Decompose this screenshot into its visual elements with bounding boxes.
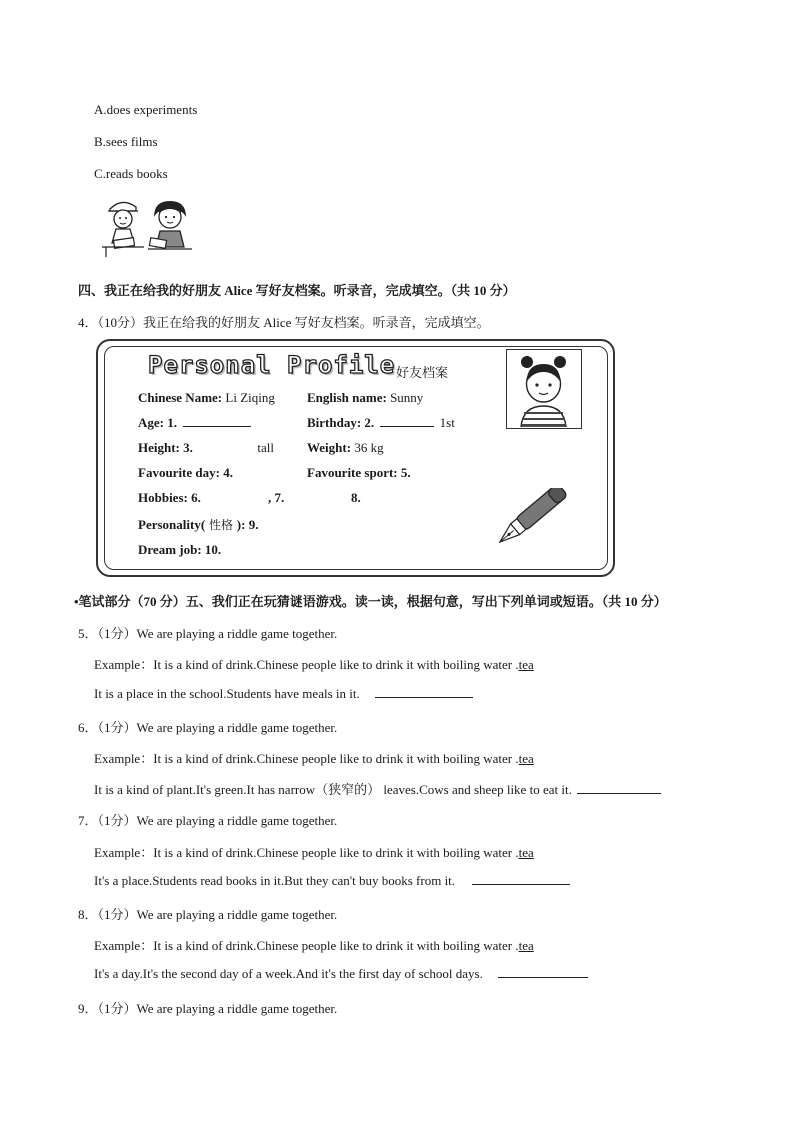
birthday-label: Birthday: 2.: [307, 415, 375, 430]
age-label: Age: 1.: [138, 415, 177, 430]
chinese-name-value: Li Ziqing: [225, 390, 275, 405]
favourite-day-row: [138, 465, 233, 481]
personality-cn: 性格: [205, 518, 237, 532]
question-8: 8．（1分）We are playing a riddle game together.: [78, 907, 338, 922]
example-7: [94, 842, 534, 861]
dream-job-label: Dream job: 10.: [138, 542, 222, 557]
riddle-8-text: It's a day.It's the second day of a week.And it's the first day of school days.: [94, 966, 483, 981]
favourite-day-label: Favourite day: 4.: [138, 465, 233, 480]
example-6: [94, 748, 534, 767]
example-5: [94, 654, 534, 673]
example-answer: tea: [518, 751, 534, 766]
height-row: [138, 440, 274, 456]
example-answer: tea: [518, 845, 534, 860]
chinese-name-row: [138, 390, 275, 406]
riddle-8: [94, 966, 588, 982]
hobbies-label: Hobbies: 6.: [138, 490, 201, 505]
option-b: B.sees films: [94, 134, 158, 149]
option-a: A.does experiments: [94, 102, 198, 117]
example-text: It is a kind of drink.Chinese people like to drink it with boiling water .: [153, 938, 519, 953]
hobbies-eight: [351, 490, 361, 506]
weight-label: Weight:: [307, 440, 352, 455]
personality-end: ): 9.: [236, 517, 259, 532]
riddle-5: [94, 686, 473, 702]
birthday-suffix: 1st: [439, 415, 455, 430]
favourite-sport-label: Favourite sport: 5.: [307, 465, 411, 480]
example-8: [94, 935, 534, 954]
example-label: Example：: [94, 938, 154, 953]
profile-title: Personal Profile: [148, 351, 396, 379]
question-4: 4．（10分）我正在给我的好朋友 Alice 写好友档案。听录音，完成填空。: [78, 315, 490, 330]
example-label: Example：: [94, 751, 154, 766]
profile-cn-title: 好友档案: [396, 366, 449, 381]
hobbies-seven-label: , 7.: [268, 490, 285, 505]
example-label: Example：: [94, 845, 154, 860]
option-c: C.reads books: [94, 166, 168, 181]
personality-label: Personality(: [138, 517, 206, 532]
dream-job-row: [138, 542, 221, 558]
weight-value: 36 kg: [354, 440, 384, 455]
written-part-heading: •笔试部分（70 分）五、我们正在玩猜谜语游戏。读一读，根据句意，写出下列单词或短语。（共 10 分）: [74, 594, 667, 609]
english-name-row: [307, 390, 423, 406]
hobbies-seven: [268, 490, 284, 506]
fountain-pen-icon: [498, 488, 592, 570]
girl-portrait-icon: [507, 350, 580, 427]
age-blank[interactable]: [183, 415, 251, 427]
english-name-label: English name:: [307, 390, 387, 405]
example-text: It is a kind of drink.Chinese people like to drink it with boiling water .: [153, 845, 519, 860]
riddle-5-text: It is a place in the school.Students have meals in it.: [94, 686, 360, 701]
riddle-6: [94, 779, 661, 798]
question-7: 7．（1分）We are playing a riddle game together.: [78, 813, 338, 828]
kids-reading-illustration: [100, 195, 200, 259]
question-6: 6．（1分）We are playing a riddle game together.: [78, 720, 338, 735]
favourite-sport-row: [307, 465, 411, 481]
age-row: [138, 415, 251, 431]
answer-5-blank[interactable]: [375, 686, 473, 698]
answer-6-blank[interactable]: [577, 782, 661, 794]
riddle-7-text: It's a place.Students read books in it.But they can't buy books from it.: [94, 873, 456, 888]
answer-8-blank[interactable]: [498, 966, 588, 978]
answer-7-blank[interactable]: [472, 873, 570, 885]
question-9: 9．（1分）We are playing a riddle game together.: [78, 1001, 338, 1016]
example-text: It is a kind of drink.Chinese people like to drink it with boiling water .: [153, 751, 519, 766]
hobbies-eight-label: 8.: [351, 490, 361, 505]
section-four-heading: 四、我正在给我的好朋友 Alice 写好友档案。听录音，完成填空。（共 10 分）: [78, 283, 516, 298]
height-suffix: tall: [257, 440, 274, 455]
example-answer: tea: [518, 938, 534, 953]
example-text: It is a kind of drink.Chinese people like to drink it with boiling water .: [153, 657, 519, 672]
birthday-row: [307, 415, 455, 431]
question-5: 5．（1分）We are playing a riddle game together.: [78, 626, 338, 641]
english-name-value: Sunny: [390, 390, 424, 405]
weight-row: [307, 440, 384, 456]
example-label: Example：: [94, 657, 154, 672]
profile-photo: [506, 349, 582, 429]
riddle-6-text: It is a kind of plant.It's green.It has narrow（狭窄的） leaves.Cows and sheep like to eat it.: [94, 782, 572, 797]
personality-row: [138, 516, 258, 533]
birthday-blank[interactable]: [380, 415, 434, 427]
riddle-7: [94, 873, 570, 889]
example-answer: tea: [518, 657, 534, 672]
chinese-name-label: Chinese Name:: [138, 390, 223, 405]
height-label: Height: 3.: [138, 440, 193, 455]
hobbies-row: [138, 490, 201, 506]
